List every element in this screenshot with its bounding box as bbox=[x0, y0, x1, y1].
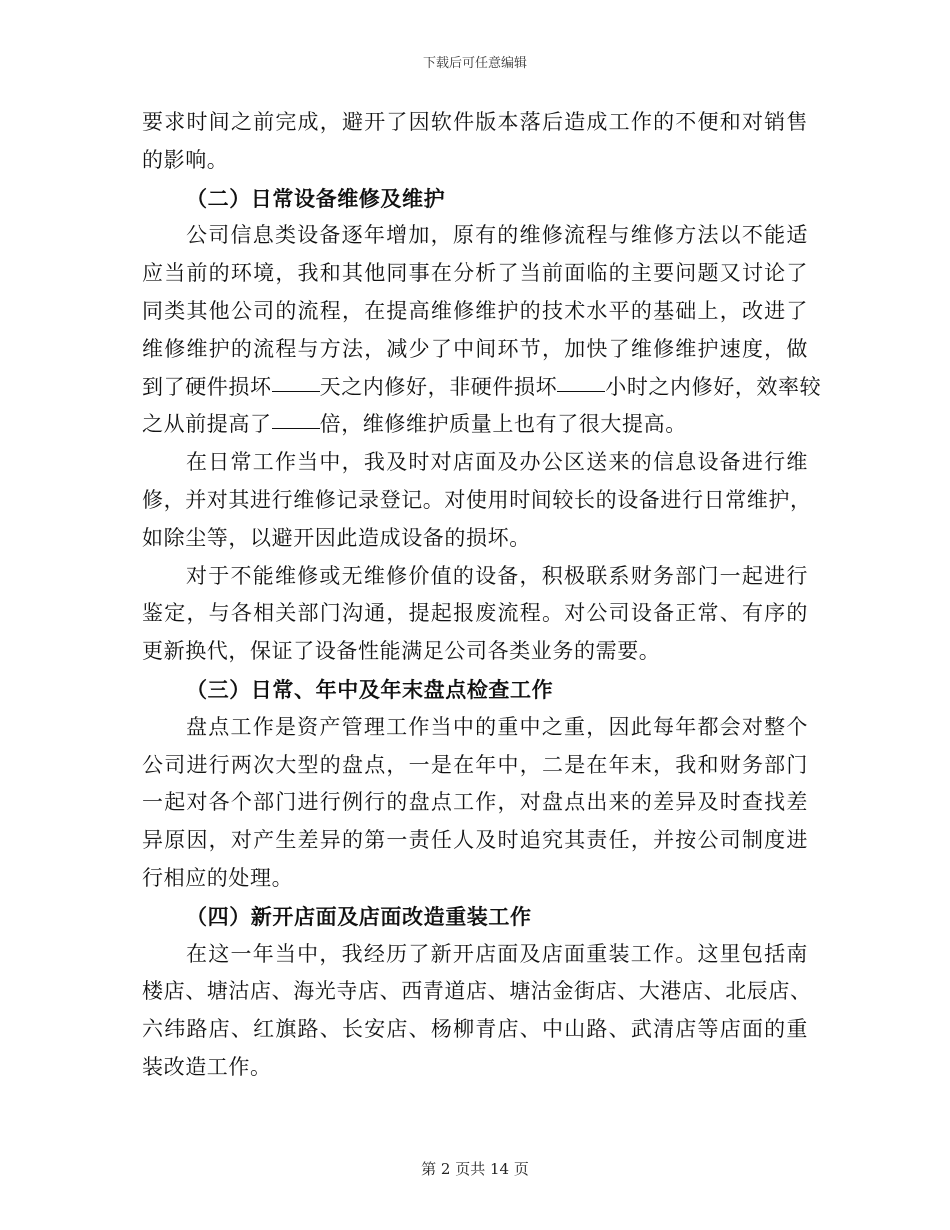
paragraph-line: 公司信息类设备逐年增加，原有的维修流程与维修方法以不能适 bbox=[186, 223, 808, 248]
paragraph-line: 在日常工作当中，我及时对店面及办公区送来的信息设备进行维 bbox=[186, 450, 808, 475]
paragraph-line: 维修维护的流程与方法，减少了中间环节，加快了维修维护速度，做 bbox=[142, 336, 808, 361]
page-footer: 第 2 页共 14 页 bbox=[421, 1160, 529, 1178]
fill-in-blank bbox=[272, 427, 320, 429]
paragraph-line bbox=[142, 369, 822, 407]
paragraph-line: 楼店、塘沽店、海光寺店、西青道店、塘沽金街店、大港店、北辰店、 bbox=[142, 979, 812, 1004]
paragraph-line: 更新换代，保证了设备性能满足公司各类业务的需要。 bbox=[142, 639, 661, 664]
paragraph-line: 异原因，对产生差异的第一责任人及时追究其责任，并按公司制度进 bbox=[142, 828, 808, 853]
line-segment: 之从前提高了 bbox=[142, 412, 272, 437]
paragraph-line: 鉴定，与各相关部门沟通，提起报废流程。对公司设备正常、有序的 bbox=[142, 601, 808, 626]
paragraph-line: 对于不能维修或无维修价值的设备，积极联系财务部门一起进行 bbox=[186, 563, 808, 588]
section-heading: （二）日常设备维修及维护 bbox=[186, 185, 446, 211]
paragraph-line: 要求时间之前完成，避开了因软件版本落后造成工作的不便和对销售 bbox=[142, 110, 808, 134]
paragraph-line: 同类其他公司的流程，在提高维修维护的技术水平的基础上，改进了 bbox=[142, 298, 808, 323]
paragraph-line: 一起对各个部门进行例行的盘点工作，对盘点出来的差异及时查找差 bbox=[142, 790, 808, 815]
paragraph-line: 六纬路店、红旗路、长安店、杨柳青店、中山路、武清店等店面的重 bbox=[142, 1017, 808, 1042]
section-heading: （三）日常、年中及年末盘点检查工作 bbox=[186, 676, 554, 702]
page-header: 下载后可任意编辑 bbox=[422, 56, 527, 71]
line-segment: 到了硬件损坏 bbox=[142, 374, 272, 399]
section-heading: （四）新开店面及店面改造重装工作 bbox=[186, 903, 532, 929]
line-segment: 小时之内修好，效率较 bbox=[605, 374, 822, 399]
paragraph-line: 行相应的处理。 bbox=[142, 865, 294, 890]
line-segment: 天之内修好，非硬件损坏 bbox=[319, 374, 558, 399]
line-segment: 倍，维修维护质量上也有了很大提高。 bbox=[319, 412, 687, 437]
paragraph-line: 在这一年当中，我经历了新开店面及店面重装工作。这里包括南 bbox=[186, 941, 808, 966]
fill-in-blank bbox=[272, 390, 320, 392]
paragraph-line bbox=[142, 406, 808, 444]
paragraph-line: 的影响。 bbox=[142, 147, 229, 172]
paragraph-line: 如除尘等，以避开因此造成设备的损坏。 bbox=[142, 525, 531, 550]
paragraph-line: 装改造工作。 bbox=[142, 1054, 272, 1079]
paragraph-line: 应当前的环境，我和其他同事在分析了当前面临的主要问题又讨论了 bbox=[142, 261, 808, 286]
document-body bbox=[142, 104, 822, 1087]
paragraph-line: 修，并对其进行维修记录登记。对使用时间较长的设备进行日常维护， bbox=[142, 487, 812, 512]
paragraph-line: 盘点工作是资产管理工作当中的重中之重，因此每年都会对整个 bbox=[186, 714, 808, 739]
paragraph-line: 公司进行两次大型的盘点，一是在年中，二是在年末，我和财务部门 bbox=[142, 752, 808, 777]
fill-in-blank bbox=[557, 390, 605, 392]
